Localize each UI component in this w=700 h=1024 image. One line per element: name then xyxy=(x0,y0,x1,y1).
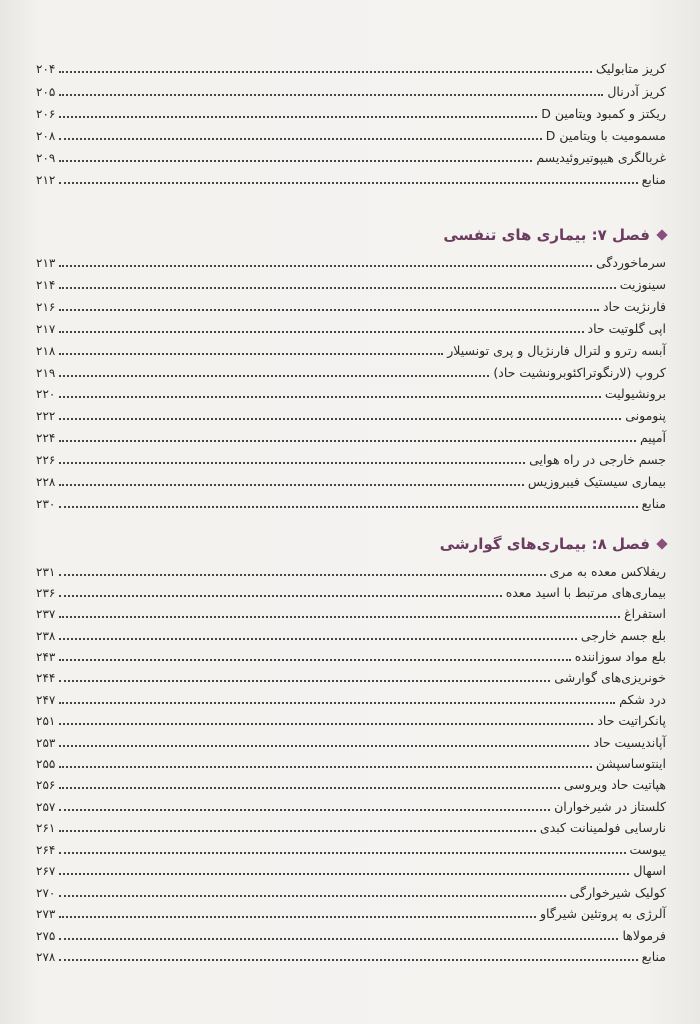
toc-entry-page: ۲۱۴ xyxy=(36,278,56,292)
toc-entry-title: فرمولاها xyxy=(622,928,666,943)
toc-entry-title: آبسه رترو و لترال فارنژیال و پری تونسیلار xyxy=(447,343,666,358)
toc-entry-title: آپاندیسیت حاد xyxy=(593,735,666,750)
dot-leader xyxy=(59,265,592,267)
toc-entry xyxy=(36,101,666,122)
toc-entry-page: ۲۱۶ xyxy=(36,300,56,314)
toc-entry xyxy=(36,316,666,337)
toc-entry xyxy=(36,250,666,271)
toc-entry-page: ۲۳۶ xyxy=(36,586,56,600)
toc-entry-title: بلع جسم خارجی xyxy=(580,628,666,643)
dot-leader xyxy=(59,938,618,940)
dot-leader xyxy=(59,287,615,289)
toc-entry-page: ۲۰۴ xyxy=(36,62,56,76)
toc-entry xyxy=(36,491,666,512)
toc-entry-page: ۲۰۶ xyxy=(36,107,56,121)
toc-entry-title: سینوزیت xyxy=(619,277,666,292)
dot-leader xyxy=(59,160,532,162)
toc-entry xyxy=(36,559,666,580)
toc-entry xyxy=(36,580,666,601)
toc-entry-title: مسمومیت با ویتامین D xyxy=(545,128,666,143)
toc-entry-title: منابع xyxy=(641,496,666,511)
dot-leader xyxy=(59,353,443,355)
toc-entry xyxy=(36,944,666,965)
chapter-7-heading xyxy=(443,226,666,244)
toc-entry-title: هپاتیت حاد ویروسی xyxy=(563,777,666,792)
dot-leader xyxy=(59,830,536,832)
dot-leader xyxy=(59,745,589,747)
toc-entry-page: ۲۶۷ xyxy=(36,864,56,878)
toc-entry-title: ریفلاکس معده به مری xyxy=(549,564,666,579)
toc-entry xyxy=(36,338,666,359)
toc-entry-page: ۲۵۵ xyxy=(36,757,56,771)
toc-entry-title: نارسایی فولمینانت کبدی xyxy=(539,820,666,835)
toc-entry xyxy=(36,644,666,665)
toc-entry-title: اپی گلوتیت حاد xyxy=(587,321,666,336)
toc-entry-title: اینتوساسپشن xyxy=(595,756,666,771)
dot-leader xyxy=(59,440,636,442)
dot-leader xyxy=(59,331,583,333)
toc-entry xyxy=(36,601,666,622)
toc-entry xyxy=(36,837,666,858)
toc-entry-page: ۲۲۴ xyxy=(36,431,56,445)
toc-entry xyxy=(36,623,666,644)
toc-entry xyxy=(36,687,666,708)
toc-entry xyxy=(36,447,666,468)
dot-leader xyxy=(59,638,577,640)
toc-entry-page: ۲۳۷ xyxy=(36,607,56,621)
dot-leader xyxy=(59,71,591,73)
dot-leader xyxy=(59,787,560,789)
toc-entry-page: ۲۰۹ xyxy=(36,151,56,165)
dot-leader xyxy=(59,895,565,897)
dot-leader xyxy=(59,182,637,184)
toc-entry xyxy=(36,123,666,144)
toc-entry-page: ۲۷۸ xyxy=(36,950,56,964)
toc-entry xyxy=(36,923,666,944)
dot-leader xyxy=(59,574,545,576)
toc-entry-page: ۲۱۳ xyxy=(36,256,56,270)
toc-entry xyxy=(36,708,666,729)
toc-entry-page: ۲۴۴ xyxy=(36,671,56,685)
toc-entry-page: ۲۳۱ xyxy=(36,565,56,579)
dot-leader xyxy=(59,873,629,875)
toc-entry-page: ۲۷۳ xyxy=(36,907,56,921)
toc-entry xyxy=(36,360,666,381)
toc-entry-title: خونریزی‌های گوارشی xyxy=(554,670,666,685)
toc-entry-title: بیماری‌های مرتبط با اسید معده xyxy=(505,585,666,600)
toc-entry-page: ۲۲۸ xyxy=(36,475,56,489)
dot-leader xyxy=(59,659,570,661)
chapter-7-title: فصل ۷: بیماری های تنفسی xyxy=(443,226,650,244)
toc-entry-page: ۲۱۸ xyxy=(36,344,56,358)
toc-entry-page: ۲۳۰ xyxy=(36,497,56,511)
toc-entry-title: منابع xyxy=(641,949,666,964)
toc-entry-page: ۲۳۸ xyxy=(36,629,56,643)
toc-entry-page: ۲۱۷ xyxy=(36,322,56,336)
toc-entry xyxy=(36,751,666,772)
toc-entry xyxy=(36,469,666,490)
dot-leader xyxy=(59,916,536,918)
dot-leader xyxy=(59,506,637,508)
toc-entry xyxy=(36,79,666,100)
toc-entry-title: سرماخوردگی xyxy=(595,255,666,270)
toc-entry-title: کریز آدرنال xyxy=(607,84,666,99)
toc-entry xyxy=(36,403,666,424)
toc-entry xyxy=(36,901,666,922)
toc-entry-page: ۲۲۲ xyxy=(36,409,56,423)
dot-leader xyxy=(59,723,593,725)
toc-entry xyxy=(36,56,666,77)
toc-entry xyxy=(36,665,666,686)
toc-entry-title: آمپیم xyxy=(639,430,666,445)
toc-entry-page: ۲۲۶ xyxy=(36,453,56,467)
toc-entry-title: استفراغ xyxy=(624,606,666,621)
dot-leader xyxy=(59,595,501,597)
toc-entry-title: بیماری سیستیک فیبروزیس xyxy=(527,474,666,489)
dot-leader xyxy=(59,959,637,961)
toc-entry xyxy=(36,272,666,293)
toc-entry-page: ۲۷۰ xyxy=(36,886,56,900)
toc-entry-title: بلع مواد سوزاننده xyxy=(574,649,666,664)
toc-entry-page: ۲۱۲ xyxy=(36,173,56,187)
toc-entry xyxy=(36,381,666,402)
toc-entry-title: غربالگری هیپوتیروئیدیسم xyxy=(536,150,666,165)
toc-entry-page: ۲۷۵ xyxy=(36,929,56,943)
toc-entry-page: ۲۲۰ xyxy=(36,387,56,401)
toc-entry xyxy=(36,880,666,901)
dot-leader xyxy=(59,418,621,420)
dot-leader xyxy=(59,484,524,486)
diamond-bullet-icon xyxy=(656,229,667,240)
toc-entry xyxy=(36,815,666,836)
toc-entry-title: کولیک شیرخوارگی xyxy=(569,885,666,900)
diamond-bullet-icon xyxy=(656,538,667,549)
toc-entry xyxy=(36,772,666,793)
dot-leader xyxy=(59,94,603,96)
toc-entry-title: برونشیولیت xyxy=(604,386,666,401)
dot-leader xyxy=(59,616,620,618)
chapter-8-heading xyxy=(440,535,666,553)
toc-entry-title: منابع xyxy=(641,172,666,187)
dot-leader xyxy=(59,680,550,682)
toc-entry xyxy=(36,167,666,188)
toc-entry-page: ۲۶۱ xyxy=(36,821,56,835)
dot-leader xyxy=(59,375,489,377)
toc-entry xyxy=(36,294,666,315)
toc-entry xyxy=(36,730,666,751)
toc-entry-title: پانکراتیت حاد xyxy=(597,713,666,728)
dot-leader xyxy=(59,138,541,140)
toc-entry-page: ۲۵۱ xyxy=(36,714,56,728)
dot-leader xyxy=(59,809,550,811)
toc-entry-page: ۲۰۸ xyxy=(36,129,56,143)
toc-entry-title: درد شکم xyxy=(619,692,666,707)
toc-entry-title: ریکتز و کمبود ویتامین D xyxy=(541,106,666,121)
toc-entry-title: فارنژیت حاد xyxy=(602,299,666,314)
toc-entry-title: جسم خارجی در راه هوایی xyxy=(529,452,666,467)
toc-entry-page: ۲۵۶ xyxy=(36,778,56,792)
toc-entry-title: آلرژی به پروتئین شیرگاو xyxy=(540,906,666,921)
toc-entry xyxy=(36,425,666,446)
toc-entry-title: پنومونی xyxy=(625,408,666,423)
dot-leader xyxy=(59,309,599,311)
toc-entry-page: ۲۵۷ xyxy=(36,800,56,814)
toc-entry-title: کلستاز در شیرخواران xyxy=(554,799,666,814)
toc-entry xyxy=(36,794,666,815)
toc-entry-page: ۲۰۵ xyxy=(36,85,56,99)
toc-entry-title: یبوست xyxy=(629,842,666,857)
toc-entry-page: ۲۱۹ xyxy=(36,366,56,380)
dot-leader xyxy=(59,766,592,768)
dot-leader xyxy=(59,396,601,398)
dot-leader xyxy=(59,462,525,464)
toc-entry-title: اسهال xyxy=(633,863,666,878)
toc-entry xyxy=(36,858,666,879)
toc-entry-page: ۲۴۳ xyxy=(36,650,56,664)
toc-entry-page: ۲۵۳ xyxy=(36,736,56,750)
dot-leader xyxy=(59,852,625,854)
chapter-8-title: فصل ۸: بیماری‌های گوارشی xyxy=(439,535,650,553)
toc-entry-title: کروپ (لارنگوتراکئوبرونشیت حاد) xyxy=(493,365,666,380)
toc-entry xyxy=(36,145,666,166)
toc-entry-page: ۲۴۷ xyxy=(36,693,56,707)
dot-leader xyxy=(59,116,537,118)
toc-entry-title: کریز متابولیک xyxy=(595,61,666,76)
dot-leader xyxy=(59,702,615,704)
toc-entry-page: ۲۶۴ xyxy=(36,843,56,857)
